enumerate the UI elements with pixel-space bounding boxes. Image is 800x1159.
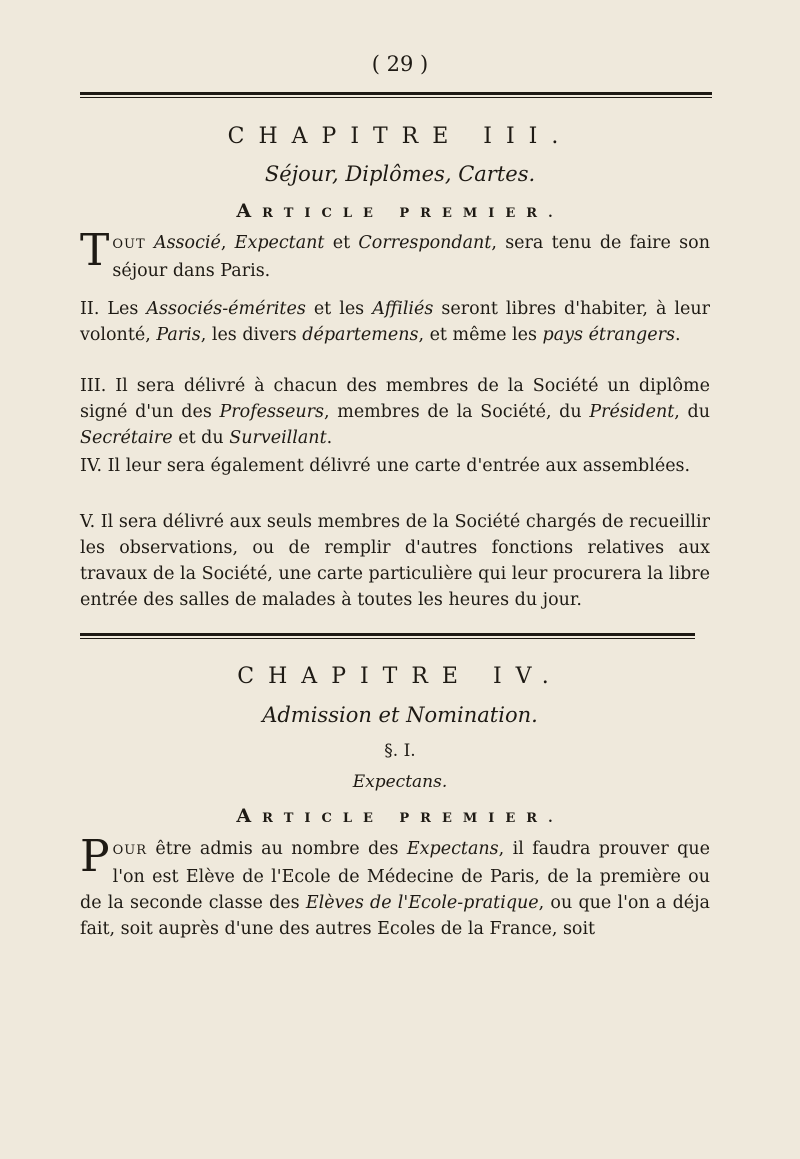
section-title: Expectans. [352,772,448,792]
dropcap: T [80,225,110,276]
chapter-3-article-5: V. Il sera délivré aux seuls membres de la Société chargés de recueillir les observations, ou de remplir d'autres fonctions relatives aux travaux de la Société, une carte particulière qui leur procurera la libre entrée des salles de malades à toutes les heures du jour. [80,512,710,610]
chapter-3-article-1: TOUT Associé, Expectant et Correspondant, sera tenu de faire son séjour dans Paris. [80,225,710,281]
chapter-4-article-heading [0,805,800,827]
chapter-3-article-3: III. Il sera délivré à chacun des membres de la Société un diplôme signé d'un des Professeurs, membres de la Société, du Président, du Secrétaire et du Surveillant. [80,376,710,448]
chapter-3-article-4: IV. Il leur sera également délivré une carte d'entrée aux assemblées. [80,456,691,476]
chapter-4-title: CHAPITRE IV. [237,664,563,689]
chapter-3-article-2: II. Les Associés-émérites et les Affiliés seront libres d'habiter, à leur volonté, Paris, les divers départemens, et même les pays étrangers. [80,299,710,345]
chapter-3-subtitle: Séjour, Diplômes, Cartes. [264,162,536,186]
article-heading-cap: A [236,805,263,827]
article-heading-rest: RTICLE PREMIER. [262,206,564,221]
page-number: ( 29 ) [371,52,429,76]
article-heading-rest: RTICLE PREMIER. [262,811,564,826]
chapter-4-subtitle: Admission et Nomination. [262,703,538,727]
chapter-3-title: CHAPITRE III. [227,124,573,149]
article-heading-cap: A [236,200,263,222]
section-rule [80,633,695,636]
top-rule [80,92,712,95]
dropcap: P [80,831,110,882]
section-number: §. I. [384,741,416,761]
chapter-3-article-heading [0,200,800,222]
chapter-4-article-1: POUR être admis au nombre des Expectans, il faudra prouver que l'on est Elève de l'Ecole de Médecine de Paris, de la première ou de la seconde classe des Elèves de l'Ecole-pratique, ou que l'on a déja fait, soit auprès d'une des autres Ecoles de la France, soit [80,831,710,939]
